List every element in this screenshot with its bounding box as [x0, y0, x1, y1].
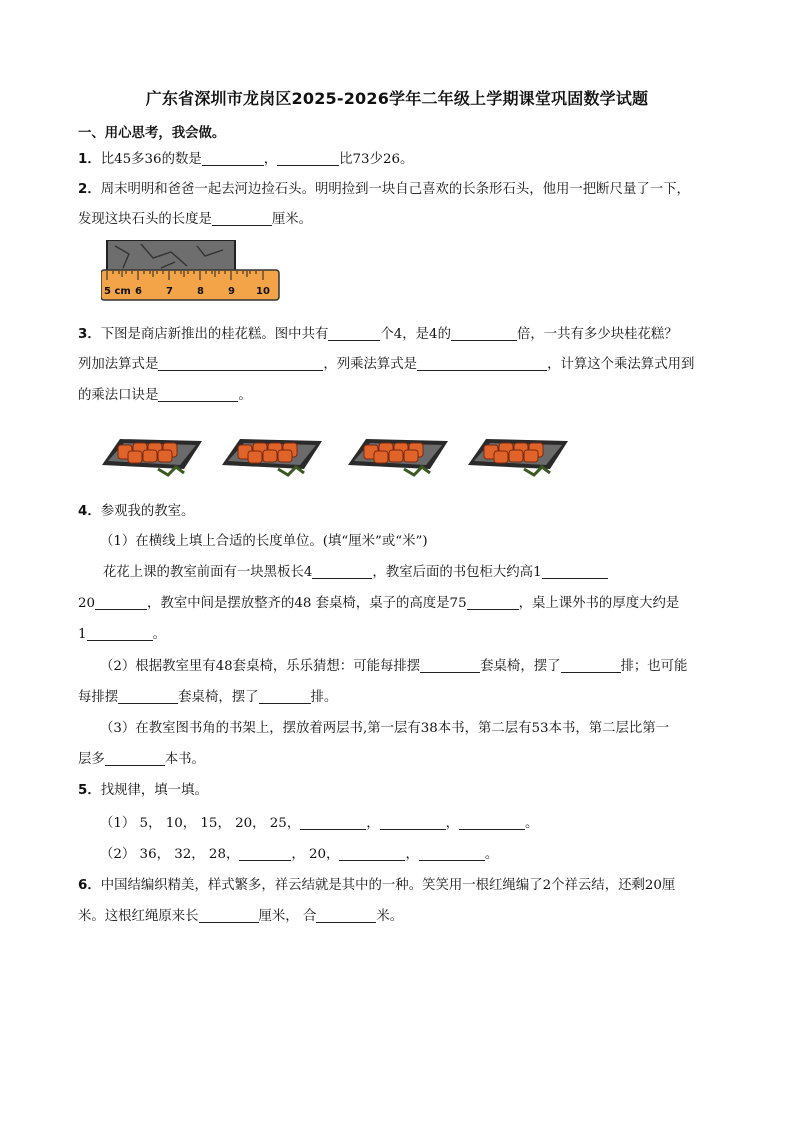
stone-shape — [107, 240, 235, 274]
question-text: 找规律，填一填。 — [100, 783, 208, 798]
answer-blank[interactable] — [105, 751, 165, 766]
question-text: 排；也可能 — [620, 659, 688, 674]
separator: 。 — [525, 816, 539, 831]
osmanthus-cake-plate-image — [344, 425, 452, 477]
question-2-line-2 — [78, 208, 312, 227]
question-number: 6． — [78, 878, 101, 893]
question-number: 1． — [78, 152, 101, 167]
answer-blank[interactable] — [328, 326, 380, 341]
answer-blank[interactable] — [561, 658, 621, 673]
answer-blank[interactable] — [420, 658, 480, 673]
question-4-part-1-line-1 — [103, 561, 608, 580]
question-text: ，教室后面的书包柜大约高1 — [372, 565, 542, 580]
answer-blank[interactable] — [259, 689, 311, 704]
osmanthus-cake-plate-image — [218, 425, 326, 477]
question-4-part-3: （3）在教室图书角的书架上，摆放着两层书,第一层有38本书，第二层有53本书，第二层比第一 — [100, 721, 670, 736]
question-4-part-3-line-2 — [78, 748, 205, 767]
question-6-line-2 — [78, 905, 403, 924]
question-text: 套桌椅，摆了 — [178, 690, 259, 705]
question-text: 套桌椅，摆了 — [480, 659, 561, 674]
sequence-text: （1） 5， 10， 15， 20， 25， — [100, 816, 301, 831]
question-text: 本书。 — [164, 752, 205, 767]
question-5-sequence-1 — [100, 812, 538, 831]
question-text: 下图是商店新推出的桂花糕。图中共有 — [100, 327, 329, 342]
question-text: 厘米。 — [271, 212, 313, 227]
question-4-part-1-line-2 — [78, 592, 679, 611]
question-2 — [78, 178, 690, 197]
question-4-part-2-line-2 — [78, 686, 337, 705]
question-text: 倍，一共有多少块桂花糕？ — [516, 327, 678, 342]
osmanthus-cake-plate-image — [98, 425, 206, 477]
page-title: 广东省深圳市龙岗区2025-2026学年二年级上学期课堂巩固数学试题 — [145, 89, 649, 108]
answer-blank[interactable] — [199, 908, 259, 923]
question-4-part-1: （1）在横线上填上合适的长度单位。(填“厘米”或“米”) — [100, 534, 428, 549]
answer-blank[interactable] — [158, 387, 238, 402]
question-text: 花花上课的教室前面有一块黑板长4 — [103, 565, 313, 580]
answer-blank[interactable] — [239, 846, 291, 861]
question-text: ，桌上课外书的厚度大约是 — [518, 596, 680, 611]
question-number: 4． — [78, 504, 101, 519]
question-text: 列加法算式是 — [78, 357, 159, 372]
ruler-label: 10 — [256, 286, 270, 297]
answer-blank[interactable] — [118, 689, 178, 704]
question-number: 5． — [78, 783, 101, 798]
question-text: ，计算这个乘法算式用到 — [547, 357, 695, 372]
question-text: 的乘法口诀是 — [78, 388, 159, 403]
answer-blank[interactable] — [87, 626, 153, 641]
question-text: 个4，是4的 — [380, 327, 451, 342]
ruler-label: 9 — [228, 286, 235, 297]
separator: ， — [405, 847, 419, 862]
question-text: 每排摆 — [78, 690, 119, 705]
osmanthus-cake-plate-image — [464, 425, 572, 477]
question-4 — [78, 500, 194, 519]
answer-blank[interactable] — [417, 356, 547, 371]
ruler-label: 5 cm — [104, 286, 131, 297]
answer-blank[interactable] — [212, 211, 272, 226]
question-text: 。 — [152, 627, 166, 642]
ruler-label: 7 — [166, 286, 173, 297]
question-text: 发现这块石头的长度是 — [78, 212, 212, 227]
question-text: 中国结编织精美，样式繁多，祥云结就是其中的一种。笑笑用一根红绳编了2个祥云结，还剩20厘 — [100, 878, 676, 893]
question-3-line-2 — [78, 353, 694, 372]
question-number: 2． — [78, 182, 101, 197]
question-text: ，列乘法算式是 — [323, 357, 418, 372]
ruler-label: 8 — [197, 286, 204, 297]
answer-blank[interactable] — [380, 815, 446, 830]
question-6 — [78, 874, 675, 893]
question-text: ， — [263, 152, 278, 167]
separator: 。 — [484, 847, 499, 862]
question-text: （2）根据教室里有48套桌椅，乐乐猜想：可能每排摆 — [100, 659, 421, 674]
question-5-sequence-2 — [100, 843, 498, 862]
question-4-part-1-line-3 — [78, 623, 166, 642]
answer-blank[interactable] — [312, 564, 372, 579]
question-text: 米。这根红绳原来长 — [78, 909, 199, 924]
question-text: 。 — [238, 388, 252, 403]
question-4-part-2 — [100, 655, 687, 674]
ruler-label: 6 — [135, 286, 142, 297]
answer-blank[interactable] — [158, 356, 323, 371]
sequence-text: （2） 36， 32， 28， — [100, 847, 240, 862]
answer-blank[interactable] — [202, 151, 264, 166]
question-text: 排。 — [310, 690, 338, 705]
question-text: 厘米， 合 — [258, 909, 317, 924]
separator: ， — [366, 816, 380, 831]
answer-blank[interactable] — [95, 595, 147, 610]
question-5 — [78, 779, 208, 798]
sequence-text: ， 20， — [291, 847, 340, 862]
question-text: 20 — [78, 596, 96, 611]
answer-blank[interactable] — [542, 564, 608, 579]
question-number: 3． — [78, 327, 101, 342]
answer-blank[interactable] — [459, 815, 525, 830]
section-heading: 一、用心思考，我会做。 — [78, 126, 226, 141]
question-text: 层多 — [78, 752, 105, 767]
question-3 — [78, 323, 678, 342]
question-text: 米。 — [376, 909, 404, 924]
question-text: 1 — [78, 627, 87, 642]
question-text: 比45多36的数是 — [100, 152, 202, 167]
question-text: 比73少26。 — [339, 152, 414, 167]
answer-blank[interactable] — [451, 326, 517, 341]
question-1 — [78, 148, 413, 167]
answer-blank[interactable] — [419, 846, 485, 861]
answer-blank[interactable] — [277, 151, 339, 166]
separator: ， — [445, 816, 459, 831]
answer-blank[interactable] — [467, 595, 519, 610]
answer-blank[interactable] — [339, 846, 405, 861]
question-text: ，教室中间是摆放整齐的48 套桌椅，桌子的高度是75 — [147, 596, 467, 611]
question-text: 参观我的教室。 — [100, 504, 195, 519]
answer-blank[interactable] — [316, 908, 376, 923]
question-text: 周末明明和爸爸一起去河边捡石头。明明捡到一块自己喜欢的长条形石头，他用一把断尺量了一下， — [100, 182, 690, 197]
answer-blank[interactable] — [300, 815, 366, 830]
question-3-line-3 — [78, 384, 252, 403]
broken-ruler-with-stone-image — [101, 240, 281, 302]
